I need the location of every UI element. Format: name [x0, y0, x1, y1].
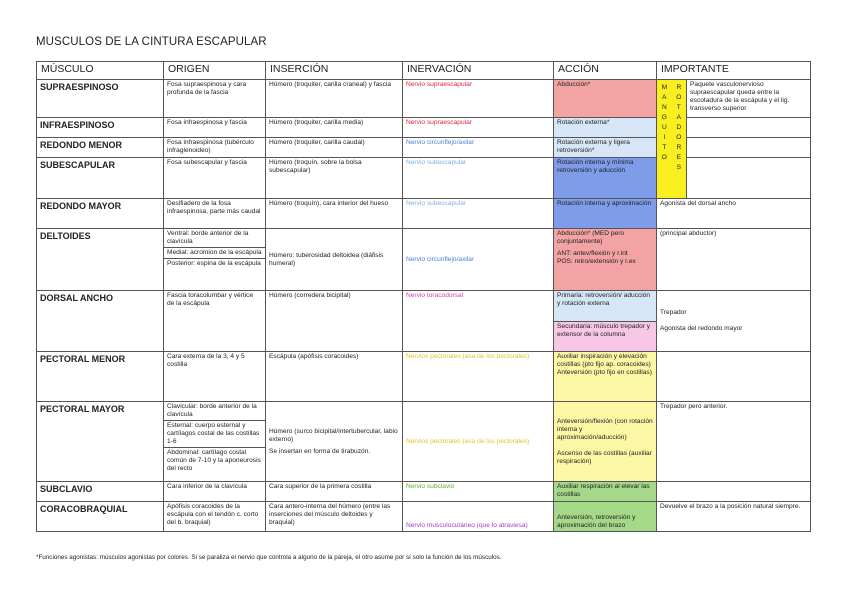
manguito-letter: I: [663, 134, 666, 141]
manguito-letter: N: [661, 104, 667, 111]
importante-line: Trepador: [660, 309, 687, 316]
manguito-letter: G: [661, 114, 667, 121]
origen-cell: [164, 229, 266, 291]
insercion-cell: Húmero (corredera bicipital): [266, 291, 403, 352]
manguito-letter: O: [676, 94, 682, 101]
header-accion: ACCIÓN: [554, 62, 657, 80]
accion-line: Abducción* (MED pero conjuntamente): [557, 230, 625, 245]
origen-cell: [164, 402, 266, 482]
table-row: [37, 229, 811, 291]
accion-line: ANT: antev/flexión y r.int: [557, 250, 628, 257]
insercion-cell: Cara superior de la primera costilla: [266, 482, 403, 502]
origen-part: Esternal: cuerpo esternal y cartílagos costal de las costillas 1-6: [164, 421, 265, 448]
inervacion-cell: Nervio circunflejo/axilar: [403, 229, 554, 291]
manguito-letter: E: [676, 154, 682, 161]
muscle-name: SUBESCAPULAR: [37, 158, 164, 199]
muscle-name: REDONDO MENOR: [37, 138, 164, 158]
accion-cell: [554, 229, 657, 291]
muscle-name: DELTOIDES: [37, 229, 164, 291]
inervacion-cell: Nervio subescapular: [403, 199, 554, 229]
muscle-name: DORSAL ANCHO: [37, 291, 164, 352]
accion-cell: Rotación externa y ligera retroversión*: [554, 138, 657, 158]
importante-cell: Trepador pero anterior.: [657, 402, 811, 482]
table-row: [37, 291, 811, 352]
accion-cell: Anteversión, retroversión y aproximación del brazo: [554, 502, 657, 532]
header-origen: ORIGEN: [164, 62, 266, 80]
importante-line: Agonista del redondo mayor: [660, 325, 743, 332]
insercion-cell: Húmero: tuberosidad deltoidea (diáfisis humeral): [266, 229, 403, 291]
accion-line: Anteversión/flexión (con rotación interna y aproximación/aducción): [557, 417, 653, 441]
importante-cell: Devuelve el brazo a la posición natural siempre.: [657, 502, 811, 532]
inervacion-cell: Nervio subescapular: [403, 158, 554, 199]
origen-part: Clavicular: borde anterior de la clavícula: [164, 402, 265, 421]
insercion-cell: Húmero (troquín), cara interior del hueso: [266, 199, 403, 229]
importante-cell: [687, 158, 811, 199]
manguito-letter: D: [676, 124, 682, 131]
origen-cell: Fosa infraespinosa (tubérculo infraglenoideo): [164, 138, 266, 158]
origen-cell: Cara externa de la 3, 4 y 5 costilla: [164, 352, 266, 402]
origen-part: Abdominal: cartílago costal común de 7-10 y la aponeurosis del recto: [167, 449, 261, 472]
table-row: [37, 402, 811, 482]
accion-primaria: Primaria: retroversión/ aducción y rotación externa: [554, 291, 656, 322]
footnote: *Funciones agonistas: músculos agonistas por colores. Si se paraliza el nervio que controla a alguno de la pareja, el otro asume por sí solo la función de los músculos.: [36, 554, 502, 561]
manguito-letter: T: [662, 144, 667, 151]
accion-cell: Auxiliar inspiración y elevación costillas (pto fijo ap. coracoides) Anteversión (pto fijo en costillas): [554, 352, 657, 402]
accion-secundaria: Secundaria: músculo trepador y extensor de la columna: [554, 322, 656, 351]
insercion-line: Húmero (surco bicipital/intertubercular, labio externo): [269, 427, 398, 443]
importante-cell: [657, 291, 811, 352]
header-inervacion: INERVACIÓN: [403, 62, 554, 80]
origen-part: Medial: acromion de la escápula: [164, 248, 265, 259]
importante-cell: [657, 352, 811, 402]
table-row: [37, 118, 811, 138]
inervacion-cell: Nervio supraescapular: [403, 118, 554, 138]
manguito-letter: S: [676, 164, 682, 171]
muscle-name: PECTORAL MENOR: [37, 352, 164, 402]
origen-cell: Fosa subescapular y fascia: [164, 158, 266, 199]
manguito-rotadores-label: [657, 80, 687, 199]
table-row: [37, 199, 811, 229]
inervacion-cell: Nervio supraescapular: [403, 80, 554, 118]
table-row: [37, 502, 811, 532]
manguito-letter: O: [661, 154, 667, 161]
inervacion-cell: Nervios pectorales (asa de los pectorales): [403, 352, 554, 402]
origen-part: Ventral: borde anterior de la clavícula: [164, 229, 265, 248]
manguito-letter: A: [662, 94, 667, 101]
importante-cell: Agonista del dorsal ancho: [657, 199, 811, 229]
muscle-name: PECTORAL MAYOR: [37, 402, 164, 482]
inervacion-cell: Nervio circunflejo/axilar: [403, 138, 554, 158]
importante-cell: (principal abductor): [657, 229, 811, 291]
header-musculo: MÚSCULO: [37, 62, 164, 80]
page-title: MUSCULOS DE LA CINTURA ESCAPULAR: [36, 36, 267, 48]
muscle-name: SUPRAESPINOSO: [37, 80, 164, 118]
rotadores-column: [676, 83, 681, 173]
muscle-name: SUBCLAVIO: [37, 482, 164, 502]
importante-cell: [687, 138, 811, 158]
inervacion-cell: Nervio subclavio: [403, 482, 554, 502]
origen-cell: Fosa supraespinosa y cara profunda de la fascia: [164, 80, 266, 118]
manguito-column: [662, 83, 668, 173]
accion-cell: Abducción*: [554, 80, 657, 118]
insercion-cell: Húmero (troquiter, carilla craneal) y fascia: [266, 80, 403, 118]
importante-cell: [657, 482, 811, 502]
accion-cell: Auxiliar respiración al elevar las costillas: [554, 482, 657, 502]
accion-cell: [554, 291, 657, 352]
origen-cell: Fosa infraespinosa y fascia: [164, 118, 266, 138]
muscle-name: INFRAESPINOSO: [37, 118, 164, 138]
importante-cell: Paquete vasculonervioso supraescapular queda entre la escotadura de la escápula y el lig. transverso superior: [687, 80, 811, 118]
inervacion-cell: Nervio toracodorsal: [403, 291, 554, 352]
accion-cell: Rotación interna y mínima retroversión y aducción: [554, 158, 657, 199]
origen-cell: Apófisis coracoides de la escápula con el tendón c. corto del b. braquial): [164, 502, 266, 532]
accion-cell: [554, 402, 657, 482]
table-row: [37, 138, 811, 158]
insercion-line: Se insertan en forma de tirabuzón.: [269, 447, 371, 455]
accion-line: POS: retro/extensión y r.ex: [557, 258, 636, 265]
insercion-cell: Húmero (troquín, sobre la bolsa subescapular): [266, 158, 403, 199]
header-importante: IMPORTANTE: [657, 62, 811, 80]
origen-cell: Deslfiadero de la fosa infraespinosa, parte más caudal: [164, 199, 266, 229]
accion-cell: Rotación interna y aproximación: [554, 199, 657, 229]
muscle-name: REDONDO MAYOR: [37, 199, 164, 229]
origen-cell: Cara inferior de la clavícula: [164, 482, 266, 502]
table-row: [37, 482, 811, 502]
manguito-letter: R: [676, 144, 682, 151]
insercion-cell: Escápula (apófisis coracoides): [266, 352, 403, 402]
manguito-letter: A: [676, 114, 682, 121]
muscles-table: [36, 61, 811, 532]
importante-cell: [687, 118, 811, 138]
manguito-letter: T: [676, 104, 681, 111]
table-row: [37, 80, 811, 118]
manguito-letter: O: [676, 134, 682, 141]
origen-part: Posterior: espina de la escápula: [167, 260, 261, 267]
origen-cell: Fascia toracolumbar y vértice de la escápula: [164, 291, 266, 352]
accion-line: Ascenso de las costillas (auxiliar respiración): [557, 449, 652, 465]
table-row: [37, 158, 811, 199]
accion-cell: Rotación externa*: [554, 118, 657, 138]
insercion-cell: Cara antero-interna del húmero (entre las inserciones del músculo deltoides y braquial): [266, 502, 403, 532]
manguito-letter: R: [676, 84, 682, 91]
inervacion-cell: Nervios pectorales (asa de los pectorales): [403, 402, 554, 482]
insercion-cell: Húmero (troquiter, carilla caudal): [266, 138, 403, 158]
table-row: [37, 352, 811, 402]
muscle-name: CORACOBRAQUIAL: [37, 502, 164, 532]
manguito-letter: M: [661, 84, 668, 91]
insercion-cell: [266, 402, 403, 482]
header-insercion: INSERCIÓN: [266, 62, 403, 80]
insercion-cell: Húmero (troquiter, carilla media): [266, 118, 403, 138]
manguito-letter: U: [661, 124, 667, 131]
header-row: [37, 62, 811, 80]
inervacion-cell: Nervio musculocutáneo (que lo atraviesa): [403, 502, 554, 532]
